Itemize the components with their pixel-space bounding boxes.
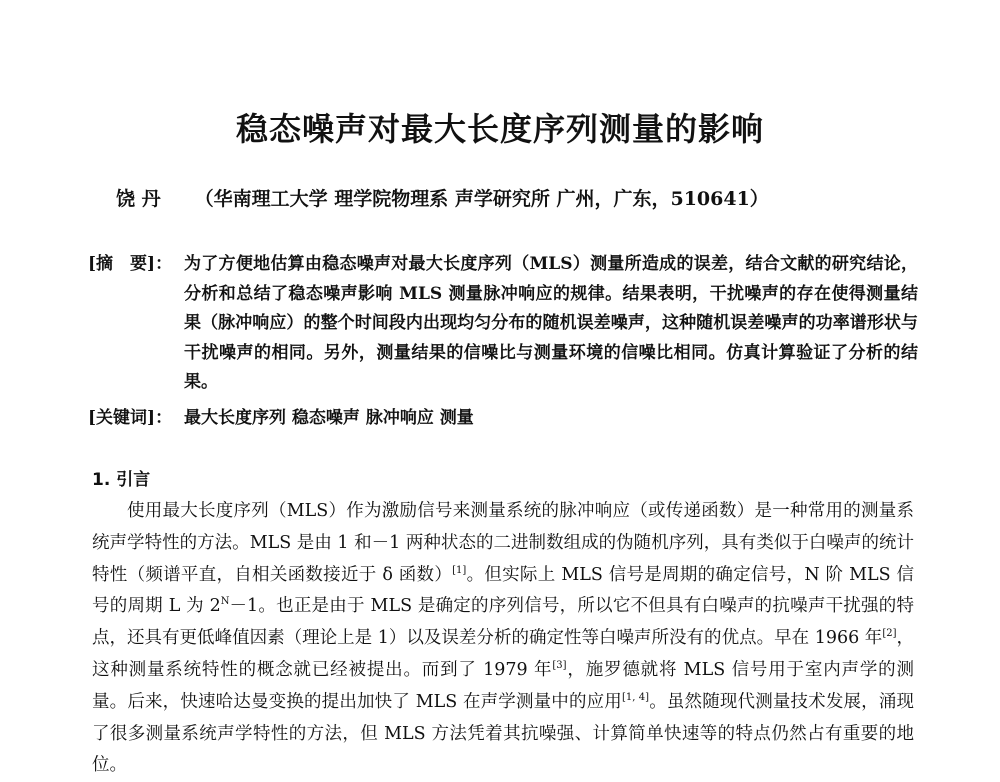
intro-text-seg2: 。但实际上 MLS 信号是周期的确定信号，N 阶 MLS 信号的周期 L 为 2: [92, 564, 914, 617]
citation-3: [3]: [552, 659, 567, 671]
exponent-n: N: [220, 596, 230, 608]
intro-text-seg1: 使用最大长度序列（MLS）作为激励信号来测量系统的脉冲响应（或传递函数）是一种常用的测量系统声学特性的方法。MLS 是由 1 和－1 两种状态的二进制数组成的伪随机序列，具有类似于白噪声的统计特性（频谱平直，自相关函数接近于 δ 函数）: [92, 501, 914, 585]
intro-paragraph: [92, 496, 914, 782]
section-heading-intro: 1. 引言: [92, 470, 151, 490]
citation-2: [2]: [882, 628, 897, 640]
citation-1-4: [1, 4]: [621, 691, 650, 703]
citation-1: [1]: [452, 564, 467, 576]
abstract-label: [摘 要]：: [88, 254, 173, 274]
abstract-text: 为了方便地估算由稳态噪声对最大长度序列（MLS）测量所造成的误差，结合文献的研究结论，分析和总结了稳态噪声影响 MLS 测量脉冲响应的规律。结果表明，干扰噪声的存在使得测量结果（脉冲响应）的整个时间段内出现均匀分布的随机误差噪声，这种随机误差噪声的功率谱形状与干扰噪声的相同。另外，测量结果的信噪比与测量环境的信噪比相同。仿真计算验证了分析的结果。: [184, 254, 918, 392]
abstract-block: [88, 250, 918, 398]
intro-text-seg5: ，施罗德就将 MLS 信号用于室内声学的测量。后来，快速哈达曼变换的提出加快了 MLS 在声学测量中的应用: [92, 659, 914, 712]
intro-text-seg4: ，这种测量系统特性的概念就已经被提出。而到了 1979 年: [92, 628, 915, 680]
keywords-block: [88, 403, 474, 428]
paper-title: 稳态噪声对最大长度序列测量的影响: [235, 110, 764, 148]
author-line: [116, 184, 769, 211]
author-affiliation: （华南理工大学 理学院物理系 声学研究所 广州，广东，510641）: [194, 188, 769, 210]
keywords-label: [关键词]：: [88, 408, 173, 428]
keywords-text: 最大长度序列 稳态噪声 脉冲响应 测量: [184, 408, 474, 428]
intro-text-seg3: －1。也正是由于 MLS 是确定的序列信号，所以它不但具有白噪声的抗噪声干扰强的特点，还具有更低峰值因素（理论上是 1）以及误差分析的确定性等白噪声所没有的优点。早在 1966 年: [92, 596, 914, 649]
author-name: 饶 丹: [116, 188, 161, 210]
intro-text-seg6: 。虽然随现代测量技术发展，涌现了很多测量系统声学特性的方法，但 MLS 方法凭着其抗噪强、计算简单快速等的特点仍然占有重要的地位。: [92, 691, 915, 776]
